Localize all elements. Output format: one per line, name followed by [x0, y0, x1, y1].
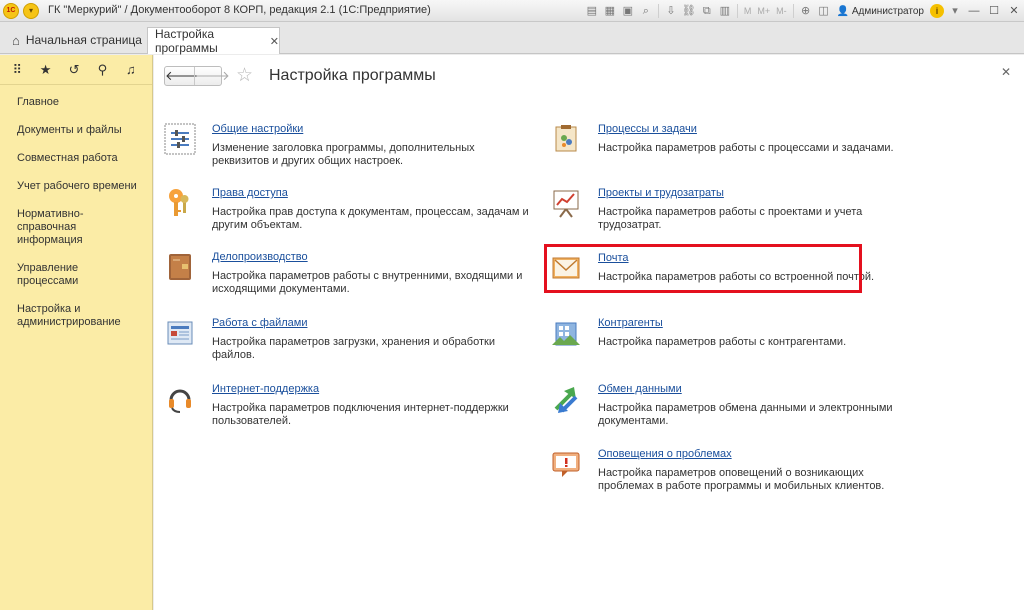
mail-desc: Настройка параметров работы со встроенной почтой.: [598, 271, 875, 283]
save-icon[interactable]: ▤: [586, 5, 598, 17]
keys-icon: [164, 187, 196, 219]
preview-icon[interactable]: ▣: [622, 5, 634, 17]
title-bar: [0, 0, 1024, 22]
problem-alert-icon: [550, 448, 582, 480]
tab-close-icon[interactable]: ✕: [269, 35, 279, 48]
mail-link[interactable]: Почта: [598, 252, 629, 264]
back-button[interactable]: 🡐: [165, 68, 200, 83]
problem-alerts-desc: Настройка параметров оповещений о возникающих проблемах в работе программы и мобильных клиентов.: [598, 467, 885, 492]
data-exchange-arrows-icon: [550, 383, 582, 415]
tab-settings[interactable]: [147, 27, 280, 54]
user-name-label: Администратор: [851, 5, 924, 17]
projects-labor-desc: Настройка параметров работы с проектами и учета трудозатрат.: [598, 206, 863, 231]
main-menu-button[interactable]: ▾: [23, 3, 39, 19]
home-icon: ⌂: [12, 32, 20, 48]
sidebar-item-reference-info[interactable]: Нормативно-справочная информация: [17, 208, 84, 246]
minimize-icon[interactable]: —: [968, 5, 980, 17]
access-rights-desc: Настройка прав доступа к документам, процессам, задачам и другим объектам.: [212, 206, 529, 231]
sidebar-toolbar: [0, 55, 152, 85]
tab-home[interactable]: [4, 28, 142, 52]
problem-alerts-link[interactable]: Оповещения о проблемах: [598, 448, 732, 460]
toolbar-separator: [737, 4, 738, 18]
sidebar-nav: [0, 85, 152, 332]
general-settings-icon: [164, 123, 196, 155]
memory-m-button[interactable]: M: [743, 6, 752, 16]
attach-icon[interactable]: ⇩: [666, 5, 676, 17]
tab-bar: [0, 22, 1024, 54]
mail-highlight-box: [544, 244, 862, 293]
internet-support-link[interactable]: Интернет-поддержка: [212, 383, 320, 395]
main-content: [154, 55, 1024, 610]
headset-icon: [164, 383, 196, 415]
search-icon[interactable]: ⚲: [97, 61, 108, 77]
sidebar-item-time-tracking[interactable]: Учет рабочего времени: [17, 180, 137, 192]
counterparties-desc: Настройка параметров работы с контрагентами.: [598, 336, 847, 348]
sidebar-item-administration[interactable]: Настройка и администрирование: [17, 303, 121, 328]
maximize-icon[interactable]: ☐: [989, 5, 999, 17]
file-handling-desc: Настройка параметров загрузки, хранения и обработки файлов.: [212, 336, 495, 361]
copy-icon[interactable]: ⧉: [702, 5, 711, 17]
files-icon: [164, 317, 196, 349]
bell-icon[interactable]: ♫: [125, 61, 136, 77]
file-handling-link[interactable]: Работа с файлами: [212, 317, 308, 329]
sidebar-item-process-management[interactable]: Управление процессами: [17, 262, 79, 287]
data-exchange-link[interactable]: Обмен данными: [598, 383, 682, 395]
favorites-star-icon[interactable]: ★: [39, 61, 52, 77]
toolbar-separator: [658, 4, 659, 18]
internet-support-desc: Настройка параметров подключения интернет-поддержки пользователей.: [212, 402, 509, 427]
processes-tasks-link[interactable]: Процессы и задачи: [598, 123, 697, 135]
search-doc-icon[interactable]: ⌕: [642, 5, 649, 17]
close-form-icon[interactable]: ✕: [1000, 65, 1011, 79]
print-icon[interactable]: ▦: [604, 5, 616, 17]
tab-home-label: Начальная страница: [25, 33, 142, 47]
sidebar-item-documents[interactable]: Документы и файлы: [17, 124, 122, 136]
window-title: ГК "Меркурий" / Документооборот 8 КОРП, редакция 2.1 (1С:Предприятие): [48, 4, 431, 16]
add-favorite-star-icon[interactable]: ☆: [236, 65, 254, 86]
records-management-desc: Настройка параметров работы с внутренними, входящими и исходящими документами.: [212, 270, 523, 295]
zoom-icon[interactable]: ⊕: [801, 5, 811, 17]
general-settings-link[interactable]: Общие настройки: [212, 123, 304, 135]
sidebar: [0, 55, 153, 610]
records-management-link[interactable]: Делопроизводство: [212, 251, 308, 263]
chevron-down-icon[interactable]: ▾: [952, 5, 958, 17]
history-icon[interactable]: ↺: [68, 61, 80, 77]
sidebar-item-main[interactable]: Главное: [17, 96, 60, 108]
processes-tasks-icon: [550, 123, 582, 155]
toolbar-separator: [793, 4, 794, 18]
data-exchange-desc: Настройка параметров обмена данными и электронными документами.: [598, 402, 893, 427]
page-title: Настройка программы: [269, 67, 436, 84]
app-logo-icon: 1С: [3, 3, 19, 19]
panels-icon[interactable]: ◫: [818, 5, 829, 17]
projects-labor-link[interactable]: Проекты и трудозатраты: [598, 187, 724, 199]
link-icon[interactable]: ⛓: [681, 5, 696, 17]
memory-plus-button[interactable]: M+: [757, 6, 771, 16]
counterparties-link[interactable]: Контрагенты: [598, 317, 663, 329]
user-name[interactable]: 👤 Администратор: [836, 5, 924, 17]
history-nav: [164, 66, 230, 86]
title-toolbar: [583, 2, 1024, 20]
info-icon[interactable]: i: [930, 4, 944, 18]
memory-minus-button[interactable]: M-: [776, 6, 787, 16]
calendar-icon[interactable]: ▥: [719, 5, 731, 17]
counterparties-building-icon: [550, 317, 582, 349]
sidebar-item-collaboration[interactable]: Совместная работа: [17, 152, 118, 164]
grid-menu-icon[interactable]: ⠿: [12, 61, 22, 77]
window-close-icon[interactable]: ✕: [1009, 5, 1019, 17]
processes-tasks-desc: Настройка параметров работы с процессами и задачами.: [598, 142, 894, 154]
tab-settings-label: Настройка программы: [155, 27, 218, 55]
projects-chart-icon: [550, 187, 582, 219]
records-book-icon: [164, 251, 196, 283]
forward-button[interactable]: 🡒: [195, 68, 230, 83]
general-settings-desc: Изменение заголовка программы, дополнительных реквизитов и других общих настроек.: [212, 142, 475, 167]
access-rights-link[interactable]: Права доступа: [212, 187, 288, 199]
